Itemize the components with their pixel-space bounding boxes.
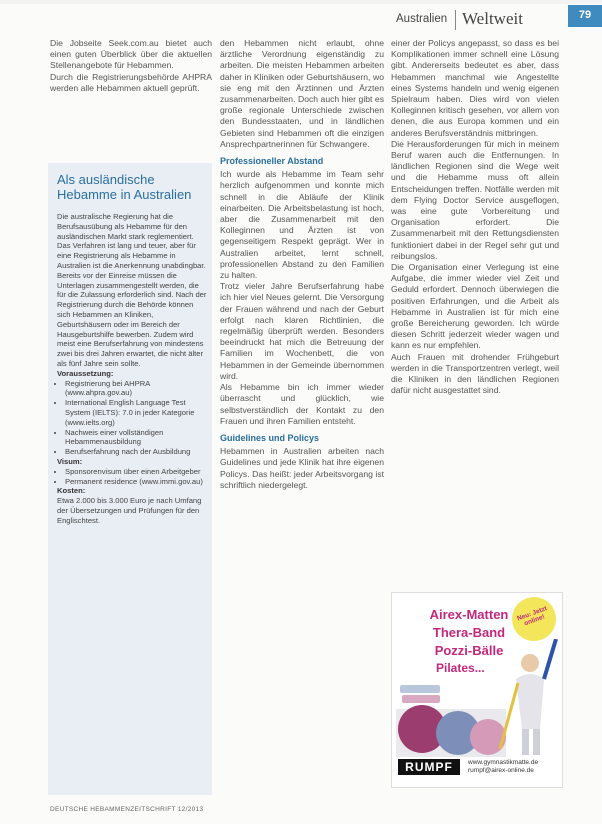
requirements-list (57, 379, 207, 457)
page-title: Weltweit (462, 9, 523, 28)
paragraph: Trotz vieler Jahre Berufserfahrung habe ich hier viel Neues gelernt. Die Versorgung der Frauen während und nach der Geburt erfolgt nach klaren Richtlinien, die regelmäßig überprüft werden. Besonders beeindruckt hat mich die Betreuung der Familien im Wochenbett, die von Hebammen in der Gemeinde übernommen wird. (220, 281, 384, 381)
woman-with-band-image (496, 639, 558, 757)
header-separator (455, 10, 456, 30)
infobox-text: Die australische Regierung hat die Berufsausübung als Hebamme für den ausländischen Markt stark reglementiert. Das Verfahren ist lang und teuer, aber für eine Registrierung als Hebamme in Australien ist die Anerkennung unabdingbar. Bereits vor der Einreise müssen die Unterlagen zusammengestellt werden, die für die Zulassung erforderlich sind. Nach der Registrierung durch die Behörde können sich Hebammen an Kliniken, Geburtshäusern oder im Bereich der Hausgeburtshilfe bewerben. Zudem wird meist eine Berufserfahrung von mindestens zwei bis drei Jahren erwartet, die nicht älter als fünf Jahre sein sollte. (57, 212, 207, 368)
advertisement[interactable] (391, 592, 563, 788)
list-item: • Permanent residence (www.immi.gov.au) (65, 477, 207, 487)
requirements-title: Voraussetzung: (57, 368, 114, 378)
visa-title: Visum: (57, 456, 83, 466)
footer: DEUTSCHE HEBAMMENZEITSCHRIFT 12/2013 (50, 806, 204, 813)
ad-email[interactable]: rumpf@airex-online.de (468, 767, 534, 774)
list-item: • International English Language Test System (IELTS): 7.0 in jeder Kategorie (www.ielts.org) (65, 398, 207, 427)
paragraph: Die Jobseite Seek.com.au bietet auch einen guten Überblick über die aktuellen Stellenangebote für Hebammen. (50, 38, 212, 71)
column-2 (220, 38, 384, 491)
paragraph: Durch die Registrierungsbehörde AHPRA werden alle Hebammen aktuell geprüft. (50, 71, 212, 93)
infobox-body (57, 212, 207, 526)
ad-line: Pilates... (436, 661, 485, 675)
paragraph: Hebammen in Australien arbeiten nach Guidelines und jede Klinik hat ihre eigenen Policys. Das heißt: jeder Arbeitsvorgang ist schriftlich niedergelegt. (220, 446, 384, 490)
costs-title: Kosten: (57, 486, 86, 496)
paragraph: den Hebammen nicht erlaubt, ohne ärztliche Verordnung eigenständig zu arbeiten. Die meisten Hebammen arbeiten daher in Kliniken oder Geburtshäusern, wo sie eng mit den Ärztinnen und Ärzten zusammenarbeiten. Doch auch hier gibt es große regionale Unterschiede zwischen den Bundesstaaten, und in ländlichen Gebieten sind Hebammen oft die einzigen Ansprechpartnerinnen für Schwangere. (220, 38, 384, 149)
ad-badge-text: Neu: Jetzt online! (516, 605, 548, 628)
infobox-title: Als ausländische Hebamme in Australien (57, 172, 192, 202)
list-item: • Sponsorenvisum über einen Arbeitgeber (65, 467, 207, 477)
exercise-balls-image (396, 679, 506, 757)
column-1-intro (50, 38, 212, 94)
section-label: Australien (396, 13, 448, 25)
costs-text: Etwa 2.000 bis 3.000 Euro je nach Umfang der Übersetzungen und Prüfungen für den Englischtest. (57, 496, 202, 525)
ad-contact[interactable] (468, 759, 538, 775)
page-number-tab (568, 5, 602, 27)
column-3 (391, 38, 559, 397)
ad-url[interactable]: www.gymnastikmatte.de (468, 759, 539, 766)
list-item: • Berufserfahrung nach der Ausbildung (65, 447, 207, 457)
visa-list (57, 467, 207, 487)
subheading: Professioneller Abstand (220, 156, 324, 167)
paragraph: Ich wurde als Hebamme im Team sehr herzlich aufgenommen und konnte mich schnell in die Abläufe der Klinik einarbeiten. Die Arbeitsbelastung ist hoch, aber die Zusammenarbeit mit den Kolleginnen und Ärzten ist von gegenseitigem Respekt geprägt. Wer in Australien arbeitet, lernt schnell, professionellen Abstand zu den Familien zu halten. (220, 169, 384, 281)
ad-line: Thera-Band (432, 625, 506, 640)
ad-line: Airex-Matten (429, 607, 509, 622)
paragraph: Auch Frauen mit drohender Frühgeburt werden in die Transportzentren verlegt, weil die Kliniken in den ländlichen Regionen dafür nicht ausgestattet sind. (391, 351, 559, 396)
page-number: 79 (578, 9, 592, 21)
logo-text: RUMPF (405, 760, 453, 774)
list-item: • Registrierung bei AHPRA (www.ahpra.gov.au) (65, 379, 207, 399)
paragraph: Als Hebamme bin ich immer wieder überrascht und glücklich, wie selbstverständlich der Kontakt zu den Frauen und ihren Familien entsteht. (220, 382, 384, 426)
subheading: Guidelines und Policys (220, 432, 320, 443)
header-rule (0, 0, 602, 4)
paragraph: Die Herausforderungen für mich in meinem Beruf waren auch die Entfernungen. In ländlichen Regionen sind die Wege weit und die Hebamme muss oft allein Entscheidungen treffen. Notfälle werden mit dem Flying Doctor Service ausgeflogen, was eine gute Vorbereitung und Organisation erfordert. Die Zusammenarbeit mit den Rettungsdiensten funktioniert dabei in der Regel sehr gut und reibungslos. (391, 138, 559, 261)
paragraph: einer der Policys angepasst, so dass es bei Komplikationen immer schnell eine Lösung gibt. Andererseits bedeutet es aber, dass Hebammen manchmal wie Angestellte eines Systems handeln und wenig eigenen Spielraum haben. Dies wird von vielen Kolleginnen kritisch gesehen, vor allem von denen, die aus Europa kommen und ein anderes Berufsverständnis mitbringen. (391, 38, 559, 138)
rumpf-logo (398, 759, 460, 775)
paragraph: Die Organisation einer Verlegung ist eine Aufgabe, die immer wieder viel Zeit und Geduld erfordert. Dennoch überwiegen die positiven Erfahrungen, und die Arbeit als Hebamme in Australien ist für mich eine große Bereicherung geworden. Ich würde diesen Schritt jederzeit wieder wagen und kann es nur empfehlen. (391, 262, 559, 351)
ad-line: Pozzi-Bälle (434, 643, 504, 658)
list-item: • Nachweis einer vollständigen Hebammenausbildung (65, 428, 207, 448)
